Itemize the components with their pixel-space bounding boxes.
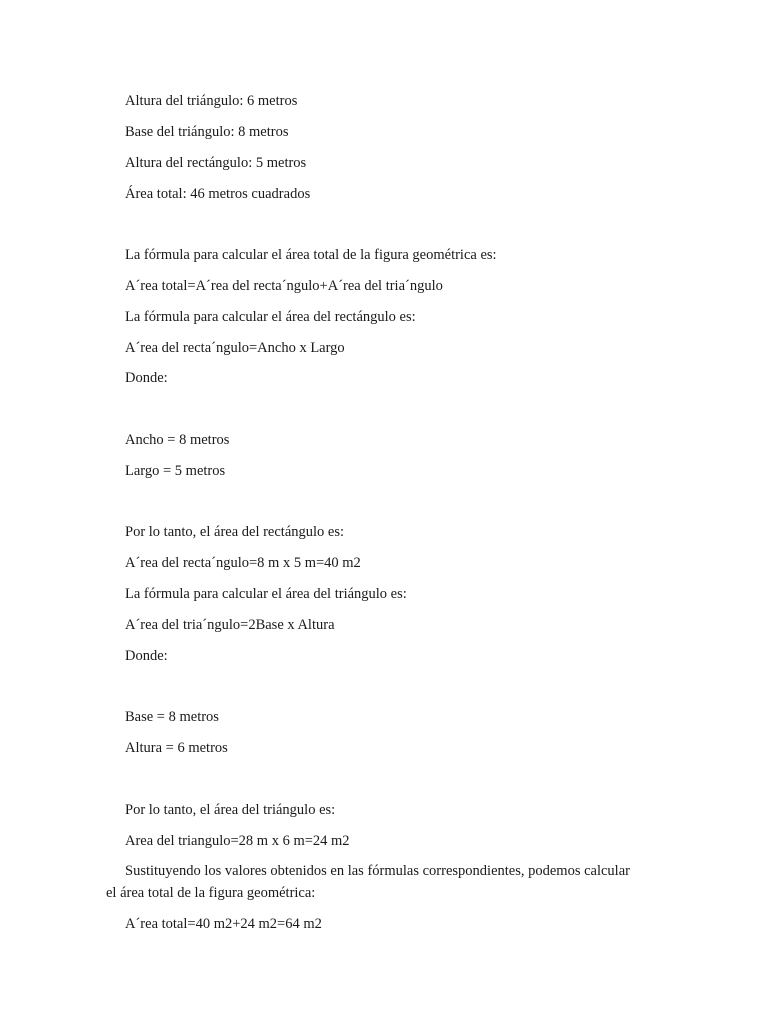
total-area-formula: A´rea total=A´rea del recta´ngulo+A´rea del tria´ngulo (125, 278, 443, 294)
rectangle-formula-intro: La fórmula para calcular el área del rectángulo es: (125, 309, 416, 325)
triangle-result-intro: Por lo tanto, el área del triángulo es: (125, 802, 336, 818)
triangle-formula-intro: La fórmula para calcular el área del triángulo es: (125, 586, 407, 602)
triangle-height-value: Altura = 6 metros (125, 740, 228, 756)
triangle-base-value: Base = 8 metros (125, 709, 219, 725)
rectangle-length-value: Largo = 5 metros (125, 463, 226, 479)
rectangle-area-formula: A´rea del recta´ngulo=Ancho x Largo (125, 340, 345, 356)
total-formula-intro: La fórmula para calcular el área total de la figura geométrica es: (125, 247, 497, 263)
substitution-paragraph-line2: el área total de la figura geométrica: (106, 885, 316, 901)
rectangle-where-label: Donde: (125, 370, 168, 386)
given-triangle-base: Base del triángulo: 8 metros (125, 124, 289, 140)
given-total-area: Área total: 46 metros cuadrados (125, 186, 311, 202)
rectangle-width-value: Ancho = 8 metros (125, 432, 230, 448)
rectangle-area-result: A´rea del recta´ngulo=8 m x 5 m=40 m2 (125, 555, 361, 571)
triangle-area-result: Area del triangulo=28 m x 6 m=24 m2 (125, 833, 350, 849)
rectangle-result-intro: Por lo tanto, el área del rectángulo es: (125, 524, 345, 540)
triangle-area-formula: A´rea del tria´ngulo=2Base x Altura (125, 617, 335, 633)
given-rectangle-height: Altura del rectángulo: 5 metros (125, 155, 307, 171)
triangle-where-label: Donde: (125, 648, 168, 664)
given-triangle-height: Altura del triángulo: 6 metros (125, 93, 298, 109)
final-total-area: A´rea total=40 m2+24 m2=64 m2 (125, 916, 322, 932)
substitution-paragraph-line1: Sustituyendo los valores obtenidos en las fórmulas correspondientes, podemos calcular (125, 863, 630, 879)
